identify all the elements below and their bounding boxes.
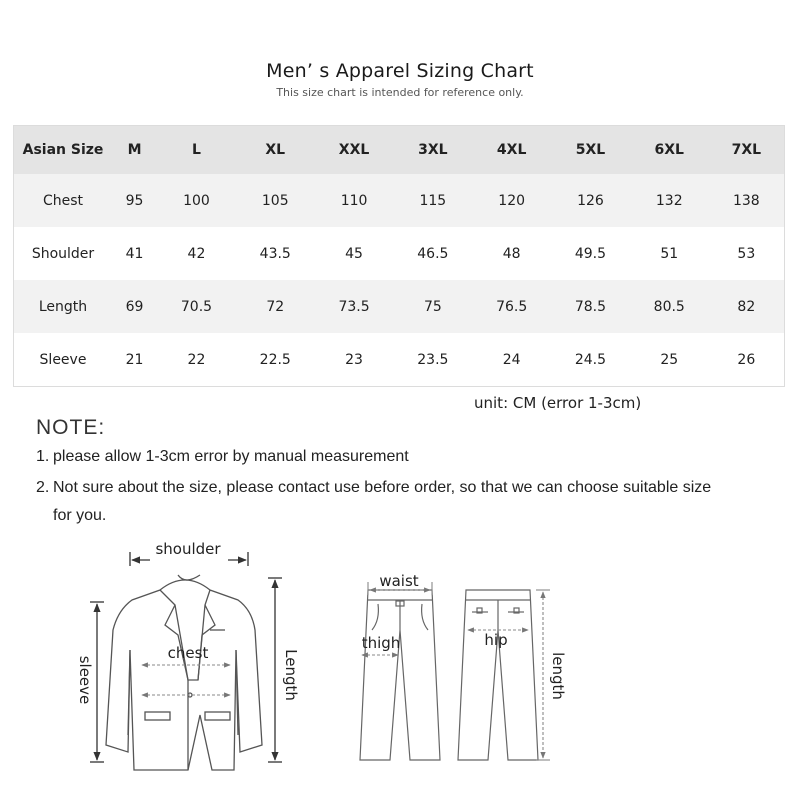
size-header: XL bbox=[265, 142, 286, 158]
length-label: Length bbox=[282, 649, 300, 701]
chart-title: Men’ s Apparel Sizing Chart bbox=[266, 60, 534, 82]
size-header: L bbox=[192, 142, 201, 158]
table-cell: 42 bbox=[187, 245, 206, 262]
shoulder-label: shoulder bbox=[155, 540, 221, 558]
notes-title: NOTE: bbox=[36, 416, 106, 439]
table-row bbox=[14, 227, 785, 280]
table-cell: 24.5 bbox=[574, 351, 607, 368]
note-number: 1. bbox=[36, 448, 50, 465]
table-cell: 75 bbox=[423, 298, 442, 315]
table-cell: 43.5 bbox=[259, 245, 291, 262]
note-text: please allow 1-3cm error by manual measurement bbox=[53, 448, 409, 465]
waist-label: waist bbox=[379, 572, 419, 590]
table-cell: 25 bbox=[660, 351, 679, 368]
note-text: Not sure about the size, please contact use before order, so that we can choose suitable size bbox=[53, 479, 712, 496]
row-label: Chest bbox=[42, 192, 84, 209]
row-label: Length bbox=[38, 298, 88, 315]
table-cell: 115 bbox=[419, 192, 447, 209]
table-cell: 22 bbox=[187, 351, 206, 368]
note-item bbox=[36, 443, 776, 471]
pants-length-label: length bbox=[549, 652, 567, 700]
size-header: 3XL bbox=[418, 142, 448, 158]
table-cell: 105 bbox=[261, 192, 289, 209]
table-cell: 138 bbox=[732, 192, 760, 209]
trousers-front-illustration bbox=[360, 590, 440, 760]
table-cell: 100 bbox=[183, 192, 210, 209]
table-cell: 78.5 bbox=[574, 298, 607, 315]
table-cell: 70.5 bbox=[180, 298, 213, 315]
table-cell: 69 bbox=[125, 298, 144, 315]
size-header: XXL bbox=[338, 142, 370, 158]
trousers-back-illustration bbox=[458, 590, 538, 760]
note-text-continued: for you. bbox=[53, 507, 107, 524]
table-cell: 46.5 bbox=[417, 245, 449, 262]
table-row bbox=[14, 174, 785, 227]
table-cell: 120 bbox=[498, 192, 526, 209]
size-header: M bbox=[127, 142, 142, 158]
size-table bbox=[13, 125, 785, 387]
note-item bbox=[36, 474, 776, 530]
note-number: 2. bbox=[36, 479, 50, 496]
table-row bbox=[14, 333, 785, 387]
table-cell: 80.5 bbox=[653, 298, 685, 315]
thigh-label: thigh bbox=[361, 634, 401, 652]
table-cell: 48 bbox=[502, 245, 521, 262]
chart-subtitle: This size chart is intended for reference only. bbox=[276, 86, 524, 99]
table-cell: 45 bbox=[345, 245, 363, 262]
table-cell: 21 bbox=[125, 351, 144, 368]
table-cell: 73.5 bbox=[338, 298, 370, 315]
hip-length-measure bbox=[468, 590, 550, 760]
table-cell: 72 bbox=[266, 298, 285, 315]
table-row bbox=[14, 280, 785, 333]
hip-label: hip bbox=[484, 631, 508, 649]
table-cell: 24 bbox=[502, 351, 521, 368]
unit-note: unit: CM (error 1-3cm) bbox=[474, 394, 642, 412]
corner-label: Asian Size bbox=[22, 142, 104, 158]
size-header: 4XL bbox=[496, 142, 527, 158]
table-cell: 132 bbox=[655, 192, 683, 209]
size-header: 5XL bbox=[575, 142, 606, 158]
table-cell: 126 bbox=[577, 192, 604, 209]
row-label: Shoulder bbox=[31, 245, 95, 262]
table-cell: 23.5 bbox=[417, 351, 449, 368]
size-header: 6XL bbox=[654, 142, 684, 158]
table-cell: 95 bbox=[125, 192, 144, 209]
chest-label: chest bbox=[167, 644, 209, 662]
table-cell: 41 bbox=[125, 245, 144, 262]
table-cell: 23 bbox=[345, 351, 363, 368]
jacket-illustration bbox=[106, 575, 262, 770]
measurement-diagram bbox=[0, 530, 800, 800]
table-cell: 26 bbox=[737, 351, 756, 368]
table-header-row bbox=[14, 126, 785, 175]
table-cell: 22.5 bbox=[259, 351, 291, 368]
row-label: Sleeve bbox=[39, 351, 87, 368]
table-cell: 82 bbox=[737, 298, 756, 315]
table-cell: 51 bbox=[660, 245, 679, 262]
table-cell: 53 bbox=[737, 245, 756, 262]
table-cell: 76.5 bbox=[496, 298, 528, 315]
table-cell: 110 bbox=[340, 192, 368, 209]
sleeve-label: sleeve bbox=[76, 655, 94, 705]
size-header: 7XL bbox=[731, 142, 762, 158]
table-cell: 49.5 bbox=[574, 245, 607, 262]
